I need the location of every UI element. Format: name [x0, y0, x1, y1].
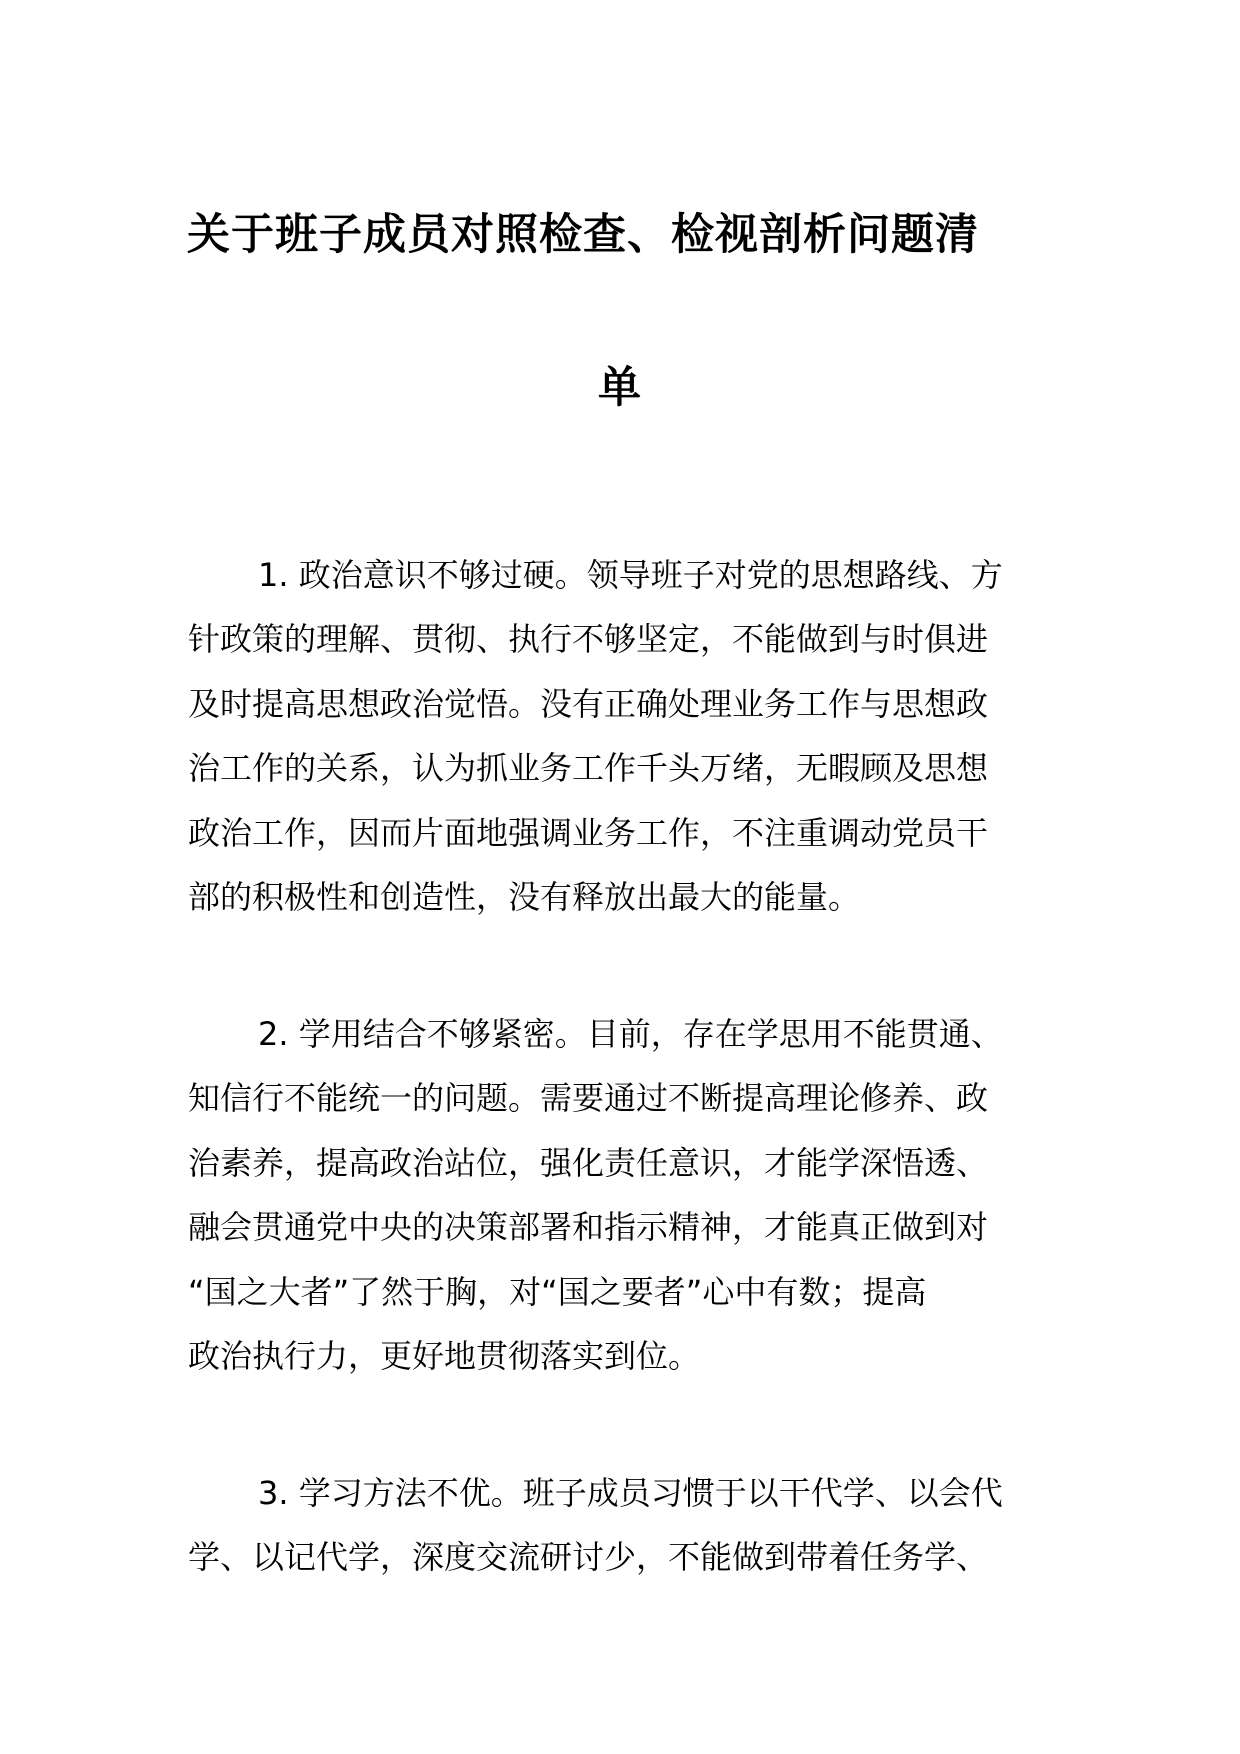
- paragraph-line: 治工作的关系，认为抓业务工作千头万绪，无暇顾及思想: [188, 749, 989, 788]
- paragraph-2: [188, 1002, 1048, 1388]
- paragraph-3: [188, 1461, 1048, 1590]
- document-title-line-2: 单: [598, 363, 642, 413]
- paragraph-line: 治素养，提高政治站位，强化责任意识，才能学深悟透、: [188, 1143, 989, 1182]
- document-title-line-1: 关于班子成员对照检查、检视剖析问题清: [187, 210, 979, 260]
- paragraph-line: 针政策的理解、贯彻、执行不够坚定，不能做到与时俱进: [188, 620, 989, 659]
- paragraph-line: 部的积极性和创造性，没有释放出最大的能量。: [188, 877, 861, 916]
- paragraph-line: 2. 学用结合不够紧密。目前，存在学思用不能贯通、: [258, 1015, 1003, 1053]
- paragraph-line: 政治执行力，更好地贯彻落实到位。: [188, 1336, 701, 1375]
- paragraph-1: [188, 543, 1048, 929]
- paragraph-line: 政治工作，因而片面地强调业务工作，不注重调动党员干: [188, 813, 989, 852]
- paragraph-line: 及时提高思想政治觉悟。没有正确处理业务工作与思想政: [188, 684, 989, 723]
- paragraph-line: 融会贯通党中央的决策部署和指示精神，才能真正做到对: [188, 1208, 989, 1247]
- paragraph-line: 学、以记代学，深度交流研讨少，不能做到带着任务学、: [188, 1538, 989, 1577]
- paragraph-line: 3. 学习方法不优。班子成员习惯于以干代学、以会代: [258, 1474, 1003, 1512]
- paragraph-line: 知信行不能统一的问题。需要通过不断提高理论修养、政: [188, 1079, 989, 1118]
- paragraph-line: “国之大者”了然于胸，对“国之要者”心中有数；提高: [188, 1272, 927, 1311]
- paragraph-line: 1. 政治意识不够过硬。领导班子对党的思想路线、方: [258, 556, 1003, 594]
